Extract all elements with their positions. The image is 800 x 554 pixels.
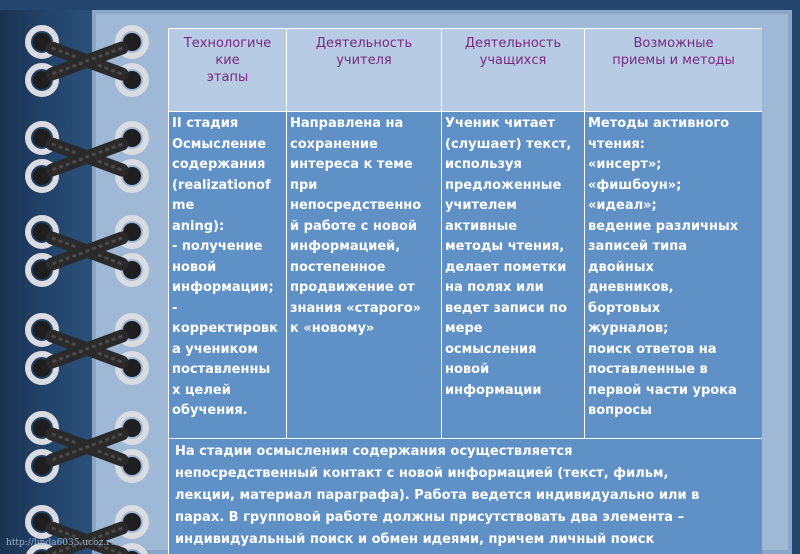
cell-line: содержания: [172, 157, 266, 172]
cell-line: Возможные: [633, 36, 714, 51]
cell-line: Технологиче: [183, 36, 272, 51]
cell-line: поставленны: [172, 362, 271, 377]
cell-line: «инсерт»;: [588, 157, 662, 172]
cell-line: (слушает) текст,: [445, 136, 572, 152]
cell-line: предложенные: [445, 177, 562, 193]
cell-line: х целей: [172, 382, 231, 398]
cell-methods: [585, 112, 763, 439]
cell-line: используя: [445, 157, 522, 172]
cell-line: индивидуальный поиск и обмен идеями, причем личный поиск: [175, 532, 655, 547]
cell-line: на полях или: [445, 280, 544, 295]
header-stages: [169, 29, 287, 112]
cell-line: непосредственный контакт с новой информацией (текст, фильм,: [175, 466, 669, 481]
cell-line: приемы и методы: [612, 53, 735, 68]
cell-line: Направлена на: [290, 116, 404, 131]
frame-right: [792, 0, 800, 554]
cell-line: ведет записи по: [445, 300, 568, 316]
cell-line: парах. В групповой работе должны присутствовать два элемента –: [175, 510, 685, 525]
cell-line: обучения.: [172, 403, 248, 418]
cell-line: вопросы: [588, 403, 652, 418]
cell-line: ведение различных: [588, 218, 739, 234]
cell-line: сохранение: [290, 136, 378, 152]
header-teacher-activity: [287, 29, 442, 112]
cell-student-activity: [442, 112, 585, 439]
cell-line: к «новому»: [290, 321, 375, 336]
cell-line: кие: [215, 53, 240, 68]
cell-line: -: [172, 300, 178, 316]
cell-line: интереса к теме: [290, 157, 413, 172]
cell-line: учителя: [336, 53, 392, 68]
header-student-activity: [442, 29, 585, 112]
cell-line: - получение: [172, 239, 263, 254]
watermark-url: http://linda6035.ucoz.ru/: [6, 538, 120, 548]
cell-line: при: [290, 177, 318, 193]
cell-line: знания «старого»: [290, 300, 422, 316]
cell-line: Осмысление: [172, 136, 267, 152]
cell-line: дневников,: [588, 280, 674, 295]
cell-line: Ученик читает: [445, 116, 555, 131]
cell-line: учащихся: [479, 53, 547, 68]
cell-line: продвижение от: [290, 280, 415, 295]
cell-line: новой: [445, 362, 490, 377]
cell-line: этапы: [206, 70, 249, 85]
cell-line: а учеником: [172, 341, 258, 357]
cell-line: корректировк: [172, 321, 278, 336]
cell-line: журналов;: [588, 321, 669, 336]
cell-line: й работе с новой: [290, 218, 418, 234]
slide-table-container: [168, 28, 762, 554]
cell-line: бортовых: [588, 300, 661, 316]
cell-line: первой части урока: [588, 382, 737, 398]
cell-teacher-activity: [287, 112, 442, 439]
cell-line: информации: [445, 382, 542, 398]
cell-line: лекции, материал параграфа). Работа ведется индивидуально или в: [175, 488, 700, 503]
cell-line: Методы активного: [588, 116, 730, 131]
cell-line: «фишбоун»;: [588, 177, 682, 193]
cell-line: aning):: [172, 218, 225, 234]
cell-line: активные: [445, 218, 518, 234]
cell-line: делает пометки: [445, 259, 567, 275]
cell-line: поставленные в: [588, 362, 708, 377]
methods-table: [168, 28, 762, 554]
cell-line: II стадия: [172, 116, 239, 131]
cell-stage: [169, 112, 287, 439]
cell-line: информацией,: [290, 239, 401, 254]
cell-line: «идеал»;: [588, 198, 657, 213]
cell-line: непосредственно: [290, 198, 422, 213]
cell-line: учителем: [445, 198, 517, 213]
cell-line: (realizationofme: [172, 177, 271, 213]
cell-line: мере: [445, 321, 483, 336]
cell-line: чтения:: [588, 136, 645, 152]
cell-line: записей типа: [588, 239, 687, 254]
cell-line: осмысления: [445, 341, 537, 357]
cell-line: информации;: [172, 280, 274, 295]
cell-line: новой: [172, 259, 217, 275]
shoelace-decoration: [0, 0, 190, 554]
header-methods: [585, 29, 763, 112]
table-header-row: [169, 29, 763, 112]
cell-line: методы чтения,: [445, 239, 565, 254]
cell-line: поиск ответов на: [588, 341, 717, 357]
table-row: [169, 112, 763, 439]
cell-summary: [169, 439, 763, 554]
cell-line: постепенное: [290, 259, 386, 275]
cell-line: На стадии осмысления содержания осуществляется: [175, 444, 573, 459]
cell-line: Деятельность: [464, 36, 562, 51]
cell-line: двойных: [588, 259, 654, 275]
cell-line: Деятельность: [315, 36, 413, 51]
summary-row: [169, 439, 763, 554]
